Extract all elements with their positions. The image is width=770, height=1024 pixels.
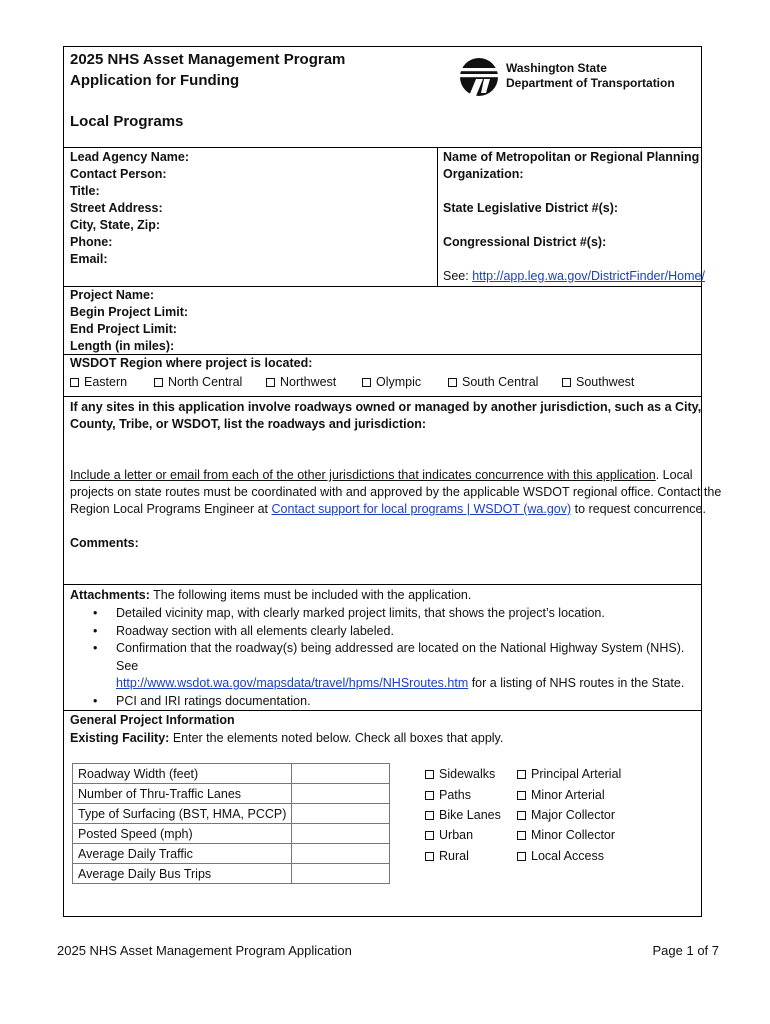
footer-title: 2025 NHS Asset Management Program Application bbox=[57, 943, 352, 958]
posted-speed-input[interactable] bbox=[292, 824, 390, 844]
roadway-width-label: Roadway Width (feet) bbox=[73, 764, 292, 784]
congressional-district-label: Congressional District #(s): bbox=[443, 235, 607, 249]
note-prefix: Region Local Programs Engineer at bbox=[70, 502, 272, 516]
project-name-label: Project Name: bbox=[70, 288, 155, 302]
city-state-zip-label: City, State, Zip: bbox=[70, 218, 161, 232]
logo-line-2: Department of Transportation bbox=[506, 76, 675, 90]
concurrence-note bbox=[70, 467, 693, 484]
checkbox[interactable] bbox=[425, 831, 434, 840]
list-item: • PCI and IRI ratings documentation. bbox=[64, 693, 703, 711]
checkbox-label: Paths bbox=[439, 788, 471, 802]
application-form bbox=[63, 46, 722, 917]
checkbox[interactable] bbox=[517, 811, 526, 820]
checkbox-bike-lanes[interactable] bbox=[425, 807, 501, 824]
email-label: Email: bbox=[70, 252, 108, 266]
region-option-label: Eastern bbox=[84, 375, 128, 389]
checkbox[interactable] bbox=[154, 378, 163, 387]
checkbox[interactable] bbox=[425, 791, 434, 800]
checkbox[interactable] bbox=[425, 852, 434, 861]
thru-lanes-label: Number of Thru-Traffic Lanes bbox=[73, 784, 292, 804]
posted-speed-label: Posted Speed (mph) bbox=[73, 824, 292, 844]
checkbox-major-collector[interactable] bbox=[517, 807, 615, 824]
wsdot-logo-icon bbox=[459, 57, 499, 97]
checkbox-local-access[interactable] bbox=[517, 848, 604, 865]
surfacing-type-input[interactable] bbox=[292, 804, 390, 824]
region-option-label: South Central bbox=[462, 375, 539, 389]
divider bbox=[64, 584, 701, 585]
district-finder-link[interactable]: http://app.leg.wa.gov/DistrictFinder/Home/ bbox=[472, 269, 705, 283]
attachments-intro bbox=[70, 587, 471, 604]
checkbox[interactable] bbox=[266, 378, 275, 387]
checkbox[interactable] bbox=[517, 831, 526, 840]
divider bbox=[64, 147, 701, 148]
divider bbox=[64, 710, 701, 711]
page-number: Page 1 of 7 bbox=[652, 943, 719, 958]
checkbox[interactable] bbox=[70, 378, 79, 387]
contact-person-label: Contact Person: bbox=[70, 167, 167, 181]
region-option-olympic[interactable] bbox=[362, 375, 421, 389]
comments-label: Comments: bbox=[70, 536, 139, 550]
note-suffix: to request concurrence. bbox=[571, 502, 706, 516]
checkbox-sidewalks[interactable] bbox=[425, 766, 495, 783]
checkbox[interactable] bbox=[517, 791, 526, 800]
concurrence-note-line3 bbox=[70, 501, 706, 518]
existing-facility-text: Enter the elements noted below. Check all boxes that apply. bbox=[169, 731, 504, 745]
mpo-label-cont: Organization: bbox=[443, 167, 524, 181]
concurrence-note-rest: . Local bbox=[655, 468, 693, 482]
average-daily-bus-trips-input[interactable] bbox=[292, 864, 390, 884]
concurrence-note-line2: projects on state routes must be coordinated with and approved by the applicable WSDOT regional office. Contact the bbox=[70, 485, 722, 499]
end-limit-label: End Project Limit: bbox=[70, 322, 177, 336]
checkbox-label: Bike Lanes bbox=[439, 808, 501, 822]
table-row bbox=[73, 864, 390, 884]
checkbox-minor-arterial[interactable] bbox=[517, 787, 605, 804]
attachments-label: Attachments: bbox=[70, 588, 150, 602]
list-item: • Roadway section with all elements clearly labeled. bbox=[64, 623, 703, 641]
checkbox-label: Rural bbox=[439, 849, 469, 863]
lead-agency-label: Lead Agency Name: bbox=[70, 150, 190, 164]
program-type: Local Programs bbox=[70, 113, 184, 130]
checkbox-label: Urban bbox=[439, 828, 474, 842]
table-row bbox=[73, 804, 390, 824]
checkbox-label: Principal Arterial bbox=[531, 767, 622, 781]
legislative-district-label: State Legislative District #(s): bbox=[443, 201, 619, 215]
table-row bbox=[73, 784, 390, 804]
see-prefix: See: bbox=[443, 269, 473, 283]
checkbox-principal-arterial[interactable] bbox=[517, 766, 621, 783]
average-daily-bus-trips-label: Average Daily Bus Trips bbox=[73, 864, 292, 884]
phone-label: Phone: bbox=[70, 235, 113, 249]
nhs-routes-suffix: for a listing of NHS routes in the State. bbox=[468, 676, 685, 690]
existing-facility-label: Existing Facility: bbox=[70, 731, 170, 745]
checkbox-label: Minor Arterial bbox=[531, 788, 605, 802]
column-divider bbox=[437, 147, 438, 286]
concurrence-note-underlined: Include a letter or email from each of the other jurisdictions that indicates concurrence with this application bbox=[70, 468, 656, 482]
roadway-width-input[interactable] bbox=[292, 764, 390, 784]
logo-line-1: Washington State bbox=[506, 61, 607, 75]
district-finder-note bbox=[443, 268, 705, 285]
checkbox-label: Major Collector bbox=[531, 808, 616, 822]
divider bbox=[64, 396, 701, 397]
jurisdiction-question: If any sites in this application involve roadways owned or managed by another jurisdiction, such as a City, bbox=[70, 400, 702, 414]
checkbox-rural[interactable] bbox=[425, 848, 469, 865]
mpo-label: Name of Metropolitan or Regional Planning bbox=[443, 150, 700, 164]
region-label: WSDOT Region where project is located: bbox=[70, 356, 313, 370]
region-option-eastern[interactable] bbox=[70, 375, 127, 389]
list-item: • Detailed vicinity map, with clearly marked project limits, that shows the project’s location. bbox=[64, 605, 703, 623]
table-row bbox=[73, 824, 390, 844]
existing-facility-instructions bbox=[70, 730, 503, 747]
form-title: 2025 NHS Asset Management Program bbox=[70, 51, 346, 68]
form-subtitle: Application for Funding bbox=[70, 72, 240, 89]
street-address-label: Street Address: bbox=[70, 201, 163, 215]
checkbox-label: Sidewalks bbox=[439, 767, 496, 781]
region-option-southwest[interactable] bbox=[562, 375, 634, 389]
local-programs-support-link[interactable]: Contact support for local programs | WSDOT (wa.gov) bbox=[271, 502, 572, 516]
average-daily-traffic-label: Average Daily Traffic bbox=[73, 844, 292, 864]
average-daily-traffic-input[interactable] bbox=[292, 844, 390, 864]
table-row bbox=[73, 844, 390, 864]
region-option-north-central[interactable] bbox=[154, 375, 242, 389]
region-option-label: Northwest bbox=[280, 375, 337, 389]
wsdot-logo bbox=[459, 57, 703, 99]
checkbox[interactable] bbox=[562, 378, 571, 387]
list-item bbox=[64, 640, 703, 693]
checkbox-label: Minor Collector bbox=[531, 828, 616, 842]
length-label: Length (in miles): bbox=[70, 339, 175, 353]
checkbox-label: Local Access bbox=[531, 849, 604, 863]
checkbox[interactable] bbox=[425, 770, 434, 779]
divider bbox=[64, 286, 701, 287]
checkbox[interactable] bbox=[448, 378, 457, 387]
nhs-confirmation-text: Confirmation that the roadway(s) being addressed are located on the National Highway System (NHS). See bbox=[116, 641, 685, 673]
region-option-south-central[interactable] bbox=[448, 375, 538, 389]
checkbox-paths[interactable] bbox=[425, 787, 471, 804]
surfacing-type-label: Type of Surfacing (BST, HMA, PCCP) bbox=[73, 804, 292, 824]
checkbox[interactable] bbox=[362, 378, 371, 387]
jurisdiction-question-cont: County, Tribe, or WSDOT, list the roadways and jurisdiction: bbox=[70, 417, 427, 431]
table-row bbox=[73, 764, 390, 784]
attachments-intro-text: The following items must be included with the application. bbox=[149, 588, 472, 602]
existing-facility-table bbox=[72, 763, 390, 884]
region-option-label: Southwest bbox=[576, 375, 635, 389]
region-option-label: Olympic bbox=[376, 375, 422, 389]
region-option-label: North Central bbox=[168, 375, 243, 389]
checkbox-minor-collector[interactable] bbox=[517, 827, 615, 844]
begin-limit-label: Begin Project Limit: bbox=[70, 305, 189, 319]
nhs-routes-link[interactable]: http://www.wsdot.wa.gov/mapsdata/travel/hpms/NHSroutes.htm bbox=[116, 676, 469, 690]
general-info-heading: General Project Information bbox=[70, 713, 235, 727]
thru-lanes-input[interactable] bbox=[292, 784, 390, 804]
title-label: Title: bbox=[70, 184, 100, 198]
checkbox[interactable] bbox=[517, 770, 526, 779]
checkbox-urban[interactable] bbox=[425, 827, 473, 844]
region-option-northwest[interactable] bbox=[266, 375, 336, 389]
checkbox[interactable] bbox=[425, 811, 434, 820]
checkbox[interactable] bbox=[517, 852, 526, 861]
attachments-list bbox=[64, 605, 703, 710]
